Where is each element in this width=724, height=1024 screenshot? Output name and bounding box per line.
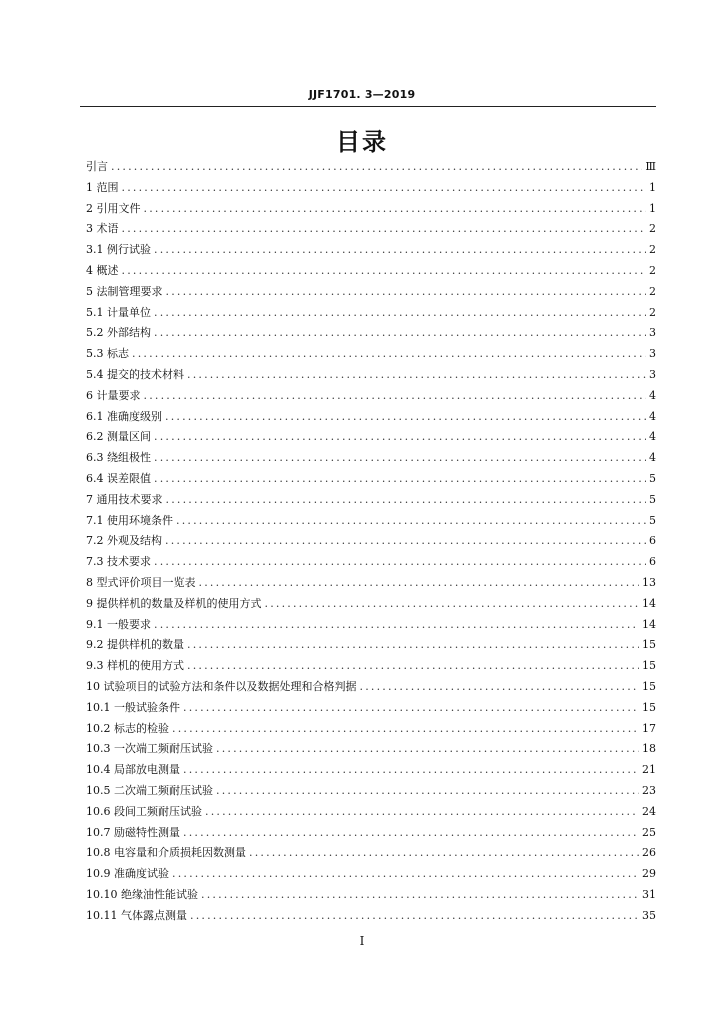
toc-entry-label: 10.7 励磁特性测量 <box>86 825 180 839</box>
toc-leader-dots <box>187 368 646 381</box>
toc-entry-page: 18 <box>642 742 656 756</box>
toc-leader-dots <box>111 160 642 173</box>
toc-entry <box>86 324 656 345</box>
toc-leader-dots <box>187 638 639 651</box>
toc-entry-page: 5 <box>649 513 656 527</box>
toc-entry-page: 3 <box>649 367 656 381</box>
toc-entry-page: 3 <box>649 347 656 361</box>
toc-leader-dots <box>166 285 647 298</box>
toc-leader-dots <box>172 722 639 735</box>
toc-entry-page: 4 <box>649 388 656 402</box>
toc-entry-page: 4 <box>649 430 656 444</box>
toc-entry <box>86 657 656 678</box>
toc-entry-label: 1 范围 <box>86 180 119 194</box>
toc-entry-page: 23 <box>642 783 656 797</box>
toc-leader-dots <box>122 222 647 235</box>
toc-entry <box>86 865 656 886</box>
toc-leader-dots <box>183 763 639 776</box>
toc-leader-dots <box>205 805 639 818</box>
header-rule <box>80 106 656 107</box>
toc-entry-page: 25 <box>642 825 656 839</box>
toc-leader-dots <box>154 618 639 631</box>
toc-entry-label: 7 通用技术要求 <box>86 492 163 506</box>
toc-entry-page: 2 <box>649 284 656 298</box>
toc-entry-label: 7.1 使用环境条件 <box>86 513 173 527</box>
toc-entry-page: 13 <box>642 575 656 589</box>
toc-leader-dots <box>183 826 639 839</box>
toc-entry-page: 2 <box>649 263 656 277</box>
page-number: I <box>359 934 365 948</box>
toc-leader-dots <box>265 597 640 610</box>
toc-leader-dots <box>165 410 646 423</box>
toc-leader-dots <box>154 306 646 319</box>
toc-entry-page: 4 <box>649 451 656 465</box>
toc-entry <box>86 595 656 616</box>
toc-entry <box>86 241 656 262</box>
toc-entry-page: 26 <box>642 846 656 860</box>
page-title: 目录 <box>336 128 388 156</box>
toc-leader-dots <box>132 347 646 360</box>
toc-leader-dots <box>154 326 646 339</box>
toc-entry-label: 10.8 电容量和介质损耗因数测量 <box>86 846 246 860</box>
toc-entry-page: Ⅲ <box>645 160 656 173</box>
toc-entry-page: 2 <box>649 243 656 257</box>
toc-entry <box>86 699 656 720</box>
toc-entry-page: 1 <box>649 180 656 194</box>
toc-entry-page: 15 <box>642 700 656 714</box>
toc-entry-label: 6 计量要求 <box>86 388 141 402</box>
toc-entry-label: 6.2 测量区间 <box>86 430 151 444</box>
toc-leader-dots <box>216 784 639 797</box>
toc-entry-page: 21 <box>642 763 656 777</box>
toc-leader-dots <box>154 430 646 443</box>
toc-entry-label: 引言 <box>86 160 108 173</box>
toc-entry <box>86 886 656 907</box>
toc-entry <box>86 345 656 366</box>
toc-entry <box>86 158 656 179</box>
toc-entry <box>86 907 656 928</box>
toc-entry <box>86 782 656 803</box>
toc-entry-page: 14 <box>642 596 656 610</box>
toc-entry-page: 2 <box>649 222 656 236</box>
toc-entry-page: 24 <box>642 804 656 818</box>
toc-entry <box>86 366 656 387</box>
toc-entry <box>86 740 656 761</box>
toc-leader-dots <box>172 867 639 880</box>
toc-entry <box>86 408 656 429</box>
toc-entry <box>86 803 656 824</box>
toc-leader-dots <box>176 514 646 527</box>
toc-entry-label: 6.4 误差限值 <box>86 471 151 485</box>
toc-entry-label: 5.1 计量单位 <box>86 305 151 319</box>
toc-entry-page: 6 <box>649 555 656 569</box>
toc-leader-dots <box>187 659 639 672</box>
toc-entry-page: 14 <box>642 617 656 631</box>
toc-leader-dots <box>122 264 647 277</box>
toc-leader-dots <box>199 576 640 589</box>
toc-entry-label: 5.3 标志 <box>86 347 129 361</box>
toc-leader-dots <box>154 451 646 464</box>
toc-entry-page: 6 <box>649 534 656 548</box>
toc-entry-page: 17 <box>642 721 656 735</box>
toc-entry-label: 6.1 准确度级别 <box>86 409 162 423</box>
toc-entry-page: 15 <box>642 659 656 673</box>
toc-entry-label: 10.2 标志的检验 <box>86 721 169 735</box>
toc-entry-label: 9.2 提供样机的数量 <box>86 638 184 652</box>
toc-entry-page: 31 <box>642 887 656 901</box>
toc-entry-page: 4 <box>649 409 656 423</box>
toc-entry-label: 10.11 气体露点测量 <box>86 908 187 922</box>
toc-entry-label: 9 提供样机的数量及样机的使用方式 <box>86 596 262 610</box>
toc-entry-label: 8 型式评价项目一览表 <box>86 575 196 589</box>
toc-entry <box>86 179 656 200</box>
toc-leader-dots <box>154 472 646 485</box>
toc-leader-dots <box>360 680 640 693</box>
toc-entry <box>86 532 656 553</box>
toc-entry-label: 10.1 一般试验条件 <box>86 700 180 714</box>
toc-entry-page: 3 <box>649 326 656 340</box>
toc-entry <box>86 678 656 699</box>
toc-entry <box>86 449 656 470</box>
toc-entry-label: 10.4 局部放电测量 <box>86 763 180 777</box>
toc-entry <box>86 200 656 221</box>
toc-entry-label: 10 试验项目的试验方法和条件以及数据处理和合格判据 <box>86 679 357 693</box>
toc-leader-dots <box>166 493 647 506</box>
toc-entry-page: 15 <box>642 679 656 693</box>
toc-entry-label: 3 术语 <box>86 222 119 236</box>
toc-leader-dots <box>216 742 639 755</box>
toc-leader-dots <box>154 555 646 568</box>
toc-entry-page: 15 <box>642 638 656 652</box>
table-of-contents <box>86 158 656 927</box>
toc-entry <box>86 720 656 741</box>
toc-entry <box>86 512 656 533</box>
toc-entry-page: 29 <box>642 867 656 881</box>
toc-entry-label: 5.2 外部结构 <box>86 326 151 340</box>
toc-entry <box>86 304 656 325</box>
toc-entry-page: 35 <box>642 908 656 922</box>
toc-entry <box>86 220 656 241</box>
toc-entry-label: 7.3 技术要求 <box>86 555 151 569</box>
toc-entry <box>86 553 656 574</box>
toc-entry <box>86 491 656 512</box>
toc-entry-label: 10.6 段间工频耐压试验 <box>86 804 202 818</box>
toc-entry <box>86 844 656 865</box>
toc-leader-dots <box>144 202 647 215</box>
toc-entry-page: 5 <box>649 492 656 506</box>
document-code: JJF1701. 3—2019 <box>308 88 416 101</box>
toc-entry-label: 10.5 二次端工频耐压试验 <box>86 783 213 797</box>
toc-entry-label: 5 法制管理要求 <box>86 284 163 298</box>
toc-entry-page: 1 <box>649 201 656 215</box>
toc-entry-label: 10.10 绝缘油性能试验 <box>86 887 198 901</box>
toc-leader-dots <box>249 846 639 859</box>
toc-leader-dots <box>183 701 639 714</box>
toc-entry <box>86 262 656 283</box>
toc-entry <box>86 283 656 304</box>
toc-entry-label: 9.1 一般要求 <box>86 617 151 631</box>
toc-leader-dots <box>122 181 647 194</box>
toc-entry-label: 10.3 一次端工频耐压试验 <box>86 742 213 756</box>
toc-entry-label: 10.9 准确度试验 <box>86 867 169 881</box>
toc-entry <box>86 636 656 657</box>
toc-leader-dots <box>165 534 646 547</box>
toc-entry-label: 6.3 绕组极性 <box>86 451 151 465</box>
toc-entry <box>86 824 656 845</box>
toc-entry-page: 5 <box>649 471 656 485</box>
toc-entry <box>86 574 656 595</box>
toc-leader-dots <box>201 888 639 901</box>
toc-leader-dots <box>190 909 639 922</box>
toc-entry <box>86 761 656 782</box>
toc-entry-label: 5.4 提交的技术材料 <box>86 367 184 381</box>
toc-entry-label: 7.2 外观及结构 <box>86 534 162 548</box>
toc-entry-page: 2 <box>649 305 656 319</box>
toc-entry <box>86 387 656 408</box>
toc-entry <box>86 470 656 491</box>
toc-entry-label: 4 概述 <box>86 263 119 277</box>
toc-entry <box>86 616 656 637</box>
toc-entry <box>86 428 656 449</box>
toc-entry-label: 3.1 例行试验 <box>86 243 151 257</box>
toc-entry-label: 9.3 样机的使用方式 <box>86 659 184 673</box>
toc-entry-label: 2 引用文件 <box>86 201 141 215</box>
toc-leader-dots <box>154 243 646 256</box>
toc-leader-dots <box>144 389 647 402</box>
